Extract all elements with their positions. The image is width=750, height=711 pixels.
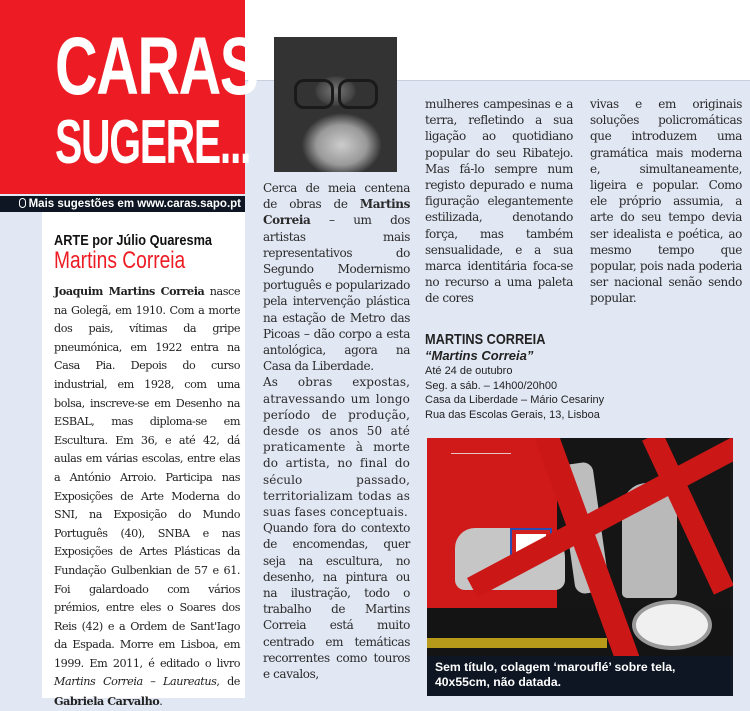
bio-author: Gabriela Carvalho — [54, 694, 160, 709]
artist-bio — [54, 282, 240, 711]
glasses-left — [294, 79, 334, 109]
artist-bio-card — [42, 212, 245, 709]
bio-book-title: Martins Correia – Laureatus — [54, 675, 217, 689]
header-title-caras: CARAS — [55, 21, 258, 112]
p1-text-a: Cerca de meia centena de obras de — [263, 181, 410, 212]
bio-lead: Joaquim Martins Correia — [54, 284, 205, 298]
p1-bold-name: Martins Correia — [263, 197, 410, 228]
exhibition-title: “Martins Correia” — [425, 348, 534, 363]
caras-sugere-header — [0, 0, 258, 194]
painting-bowl — [632, 600, 712, 650]
exhibition-info — [425, 331, 625, 422]
article-paragraph — [263, 180, 410, 374]
exhibition-venue: Casa da Liberdade – Mário Cesariny — [425, 394, 605, 406]
section-kicker: ARTE por Júlio Quaresma — [54, 232, 212, 249]
artist-title: Martins Correia — [54, 247, 186, 274]
painting-signature — [451, 448, 511, 454]
artist-portrait-photo — [274, 37, 397, 172]
exhibition-dates: Até 24 de outubro — [425, 365, 513, 377]
painting-yellow-floor — [427, 638, 607, 648]
suggestions-link-text: Mais sugestões em www.caras.sapo.pt — [28, 198, 241, 210]
header-title-sugere: SUGERE... — [55, 108, 251, 177]
p1-text-b: – um dos artistas mais representativos do Segundo Modernismo português e popularizado pela intervenção plástica na estação de Metro das Picoas – dão corpo a esta antológica, agora na Casa da Liberdade. — [263, 213, 410, 374]
article-column-2 — [425, 96, 573, 307]
exhibition-artist: MARTINS CORREIA — [425, 331, 546, 348]
painting-caption: Sem título, colagem ‘marouflé’ sobre tela, 40x55cm, não datada. — [427, 656, 733, 696]
mouse-icon — [19, 198, 26, 208]
glasses-right — [338, 79, 378, 109]
painting-image — [427, 438, 733, 656]
article-paragraph: Quando fora do contexto de encomendas, quer seja na escultura, no desenho, na pintura ou na ilustração, todo o trabalho de Martins Correia está muito centrado em temáticas recorrentes como touros e cavalos, — [263, 521, 410, 682]
bio-text-de: , de — [216, 675, 240, 689]
article-column-3 — [590, 96, 742, 307]
article-paragraph: As obras expostas, atravessando um longo período de produção, desde os anos 50 até praticamente à morte do artista, no final do século passado, territorializam todas as suas fases conceptuais. — [263, 375, 410, 520]
exhibition-hours: Seg. a sáb. – 14h00/20h00 — [425, 379, 558, 392]
suggestions-link[interactable] — [0, 196, 245, 212]
article-paragraph: vivas e em originais soluções policromáticas que introduzem uma gramática mais moderna e, simultaneamente, ligeira e popular. Como ele próprio assumia, a arte do seu tempo devia ser idealista e poética, ao mesmo tempo que popular, pois nada poderia ser nacional senão sendo popular. — [590, 97, 742, 306]
article-column-1 — [263, 180, 410, 682]
bio-text: nasce na Golegã, em 1910. Com a morte dos pais, vítimas da gripe pneumónica, em 1922 entra na Casa Pia. Depois do curso industrial, em 1928, com uma bolsa, inscreve-se em Desenho na ESBAL, mas diploma-se em Escultura. Em 36, e até 42, dá aulas em várias escolas, entre elas a António Arroio. Participa nas Exposições de Arte Moderna do SNI, na Exposição do Mundo Português (40), SNBA e nas Exposições de Artes Plásticas da Fundação Gulbenkian de 57 e 61. Foi galardoado com vários prémios, entre eles o Soares dos Reis (42) e a Ordem de Sant'Iago da Espada. Morre em Lisboa, em 1999. Em 2011, é editado o livro — [54, 285, 241, 670]
bio-end: . — [159, 695, 163, 709]
article-paragraph: mulheres campesinas e a terra, refletindo a sua ligação ao quotidiano popular do seu Ribatejo. Mas fá-lo sempre num registo depurado e numa figuração elegantemente estilizada, denotando força, mas também sensualidade, e a sua marca identitária foca-se no recurso a uma paleta de cores — [425, 97, 573, 306]
exhibition-address: Rua das Escolas Gerais, 13, Lisboa — [425, 408, 600, 421]
